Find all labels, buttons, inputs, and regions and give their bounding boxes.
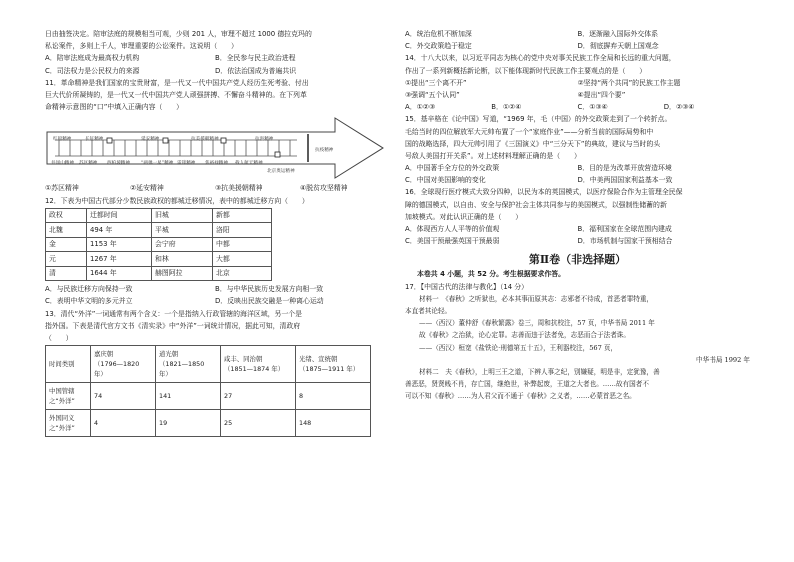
table-header-row bbox=[46, 208, 272, 223]
q10-stem-line-2: 私讼案件，多则上千人，审理重要的公讼案件。这说明（ ） bbox=[45, 42, 238, 51]
material-1-source-3: 中华书局 1992 年 bbox=[696, 355, 750, 364]
arrow-label-bottom-6: 焦裕禄精神 bbox=[205, 161, 228, 167]
arrow-label-bottom-4: “两弹一星”精神 bbox=[141, 161, 174, 167]
q11-stem-line-3: 命精神示意图的“口”中填入正确内容（ ） bbox=[45, 103, 184, 112]
table-cell: 赫图阿拉 bbox=[152, 266, 213, 281]
q15-stem-line-3: 国的战略选择，四大元帅引用了《三国演义》中“三分天下”的典故，建议与当时的头 bbox=[405, 139, 661, 148]
table-cell: 494 年 bbox=[87, 223, 152, 238]
arrow-label-bottom-7: 载人航天精神 bbox=[235, 161, 263, 167]
q13-options-row-2 bbox=[405, 40, 750, 52]
q13-options-row-1 bbox=[405, 28, 750, 40]
table-cell: 北魏 bbox=[46, 223, 87, 238]
arrow-label-top-3: 延安精神 bbox=[141, 137, 160, 143]
q16-option-c[interactable]: C．美国干预最强英国干预最弱 bbox=[405, 237, 500, 246]
q11-option-4[interactable]: ④脱贫攻坚精神 bbox=[300, 184, 348, 193]
q16-option-a[interactable]: A．体现西方人人平等的价值观 bbox=[405, 225, 500, 233]
table-cell: 1644 年 bbox=[87, 266, 152, 281]
arrow-label-bottom-5: 雷锋精神 bbox=[177, 161, 196, 167]
left-column bbox=[45, 28, 385, 439]
arrow-label-top-2: 长征精神 bbox=[85, 137, 104, 143]
table-cell: 咸丰、同治朝 （1851—1874 年） bbox=[221, 346, 296, 383]
q12-capital-table bbox=[45, 208, 272, 282]
q11-options bbox=[45, 182, 385, 194]
material-2-line-3: 可以不知《春秋》……为人君父而不通于《春秋》之义者，……必蒙首恶之名。 bbox=[405, 392, 636, 401]
table-cell: 中国管辖 之“外洋” bbox=[46, 383, 91, 410]
q14-item-2: ②坚持“两个共同”的民族工作主题 bbox=[577, 78, 681, 87]
table-cell: 时间类别 bbox=[46, 346, 91, 383]
table-cell: 大都 bbox=[213, 252, 272, 267]
material-1-source-1: ——（西汉）董仲舒《春秋繁露》卷三，周和抗校注，57 页，中华书局 2011 年 bbox=[419, 319, 655, 328]
q12-option-c[interactable]: C．表明中华文明的多元并立 bbox=[45, 297, 133, 306]
table-cell: 平城 bbox=[152, 223, 213, 238]
table-cell: 嘉庆朝 （1796—1820 年） bbox=[91, 346, 156, 383]
table-cell: 清 bbox=[46, 266, 87, 281]
q10-stem-line-1: 日由抽签决定。陪审法庭的规模相当可观，少则 201 人，审理不超过 1000 德拉克玛的 bbox=[45, 30, 312, 38]
q12-options-row-1 bbox=[45, 283, 385, 295]
table-cell: 1267 年 bbox=[87, 252, 152, 267]
q11-option-3[interactable]: ③抗美援朝精神 bbox=[215, 184, 263, 193]
table-cell: 光绪、宣统朝 （1875—1911 年） bbox=[296, 346, 371, 383]
q15-options-row-2 bbox=[405, 174, 750, 186]
table-cell: 外国同义 之“外洋” bbox=[46, 410, 91, 437]
table-cell: 洛阳 bbox=[213, 223, 272, 238]
q13-option-c[interactable]: C．外交政策趋于稳定 bbox=[405, 42, 472, 51]
q12-option-d[interactable]: D．反映出民族交融是一种离心运动 bbox=[215, 297, 324, 306]
table-cell: 25 bbox=[221, 410, 296, 437]
table-cell: 中都 bbox=[213, 237, 272, 252]
table-cell: 和林 bbox=[152, 252, 213, 267]
material-1-line-2: 本直者其论轻。 bbox=[405, 306, 452, 315]
q11-stem-line-1: 11．革命精神是我们国家的宝贵财富，是一代又一代中国共产党人经历生死考验、付出 bbox=[45, 78, 309, 87]
table-header-row bbox=[46, 346, 371, 383]
table-cell: 19 bbox=[156, 410, 221, 437]
arrow-label-bottom-1: 井冈山精神 bbox=[51, 161, 74, 167]
q14-option-c[interactable]: C．①③④ bbox=[577, 103, 608, 112]
table-cell: 141 bbox=[156, 383, 221, 410]
material-2-line-1: 材料二 夫《春秋》，上明三王之道，下辨人事之纪，别嫌疑，明是非，定犹豫，善 bbox=[419, 367, 660, 376]
q15-option-d[interactable]: D．中美两国国家利益基本一致 bbox=[577, 176, 673, 185]
q16-stem-line-1: 16．全球现行医疗模式大致分四种，以民为本的英国模式，以医疗保险合作为主管理全民保 bbox=[405, 188, 683, 197]
q13-waiyang-table bbox=[45, 345, 371, 437]
section-ii-title: 第Ⅱ卷（非选择题） bbox=[528, 253, 627, 267]
q13-stem-line-2: 指外国。下表是清代官方文书《清实录》中“外洋”一词统计情况，据此可知，清政府 bbox=[45, 321, 301, 330]
q15-options-row-1 bbox=[405, 162, 750, 174]
q10-options-row-1 bbox=[45, 52, 385, 64]
table-cell: 金 bbox=[46, 237, 87, 252]
q14-options bbox=[405, 101, 750, 113]
right-column bbox=[405, 28, 750, 402]
q11-option-1[interactable]: ①苏区精神 bbox=[45, 184, 79, 193]
q13-option-a[interactable]: A．统治危机不断加深 bbox=[405, 30, 472, 38]
q13-stem-line-3: （ ） bbox=[45, 333, 73, 342]
q14-option-d[interactable]: D．②③④ bbox=[663, 103, 695, 112]
table-row bbox=[46, 410, 371, 437]
q13-option-d[interactable]: D．彻底摒弃天朝上国观念 bbox=[577, 42, 659, 51]
material-1-source-2: ——（西汉）桓宽《盐铁论·刑德第五十五》，王利器校注，567 页， bbox=[419, 343, 618, 352]
arrow-label-bottom-9: 抗疫精神 bbox=[315, 148, 334, 154]
q13-option-b[interactable]: B．逐渐融入国际外交体系 bbox=[577, 30, 659, 38]
q16-option-b[interactable]: B．福利国家在全球范围内建成 bbox=[577, 225, 672, 233]
table-cell: 会宁府 bbox=[152, 237, 213, 252]
timeline-arrow-graphic bbox=[45, 116, 385, 180]
q16-options-row-2 bbox=[405, 235, 750, 247]
q10-option-a[interactable]: A．陪审法庭成为最高权力机构 bbox=[45, 54, 140, 63]
q14-option-b[interactable]: B．①②④ bbox=[491, 103, 522, 112]
q11-stem-line-2: 巨大代价所凝铸的，是一代又一代中国共产党人顽强拼搏、不懈奋斗精神的。在下列革 bbox=[45, 90, 307, 99]
arrow-label-bottom-2: 苏区精神 bbox=[79, 161, 98, 167]
q14-item-1: ①提出“三个离不开” bbox=[405, 78, 467, 87]
q15-stem-line-1: 15．基辛格在《论中国》写道，“1969 年，毛（中国）的外交政策走到了一个转折点。 bbox=[405, 115, 672, 124]
table-cell: 新都 bbox=[213, 208, 272, 223]
q14-item-3: ③强调“五个认同” bbox=[405, 90, 460, 99]
table-row bbox=[46, 252, 272, 267]
section-ii-note: 本卷共 4 小题，共 52 分。考生根据要求作答。 bbox=[417, 270, 566, 279]
table-row bbox=[46, 237, 272, 252]
material-1-line-1: 材料一 《春秋》之听狱也，必本其事而原其志：志邪者不待成，首恶者罪特重， bbox=[419, 294, 654, 303]
q16-stem-line-3: 加坡模式。对此认识正确的是（ ） bbox=[405, 212, 523, 221]
material-1-quote-2: 故《春秋》之治狱，论心定罪。志善而违于法者免，志恶而合于法者诛。 bbox=[419, 331, 630, 340]
q14-stem-line-1: 14．十八大以来，以习近平同志为核心的党中央对事关民族工作全局和长远的重大问题， bbox=[405, 54, 676, 63]
arrow-label-bottom-3: 西柏坡精神 bbox=[107, 161, 130, 167]
table-cell: 1153 年 bbox=[87, 237, 152, 252]
arrow-label-top-5: 抗洪精神 bbox=[255, 137, 274, 143]
q12-stem: 12．下表为中国古代部分少数民族政权的都城迁移情况，表中的都城迁移方向（ ） bbox=[45, 196, 309, 205]
q16-options-row-1 bbox=[405, 223, 750, 235]
table-cell: 旧城 bbox=[152, 208, 213, 223]
table-cell: 北京 bbox=[213, 266, 272, 281]
revolution-spirit-diagram bbox=[45, 116, 385, 180]
q14-items-row-2 bbox=[405, 89, 750, 101]
table-cell: 74 bbox=[91, 383, 156, 410]
q17-title: 17．【中国古代的法律与教化】（14 分） bbox=[405, 282, 529, 291]
q10-options-row-2 bbox=[45, 65, 385, 77]
q12-option-a[interactable]: A．与民族迁移方向保持一致 bbox=[45, 285, 133, 294]
q15-option-a[interactable]: A．中国著手全方位的外交政策 bbox=[405, 164, 500, 173]
q14-stem-line-2: 作出了一系列新概括新论断，以下能体现新时代民族工作主要观点的是（ ） bbox=[405, 66, 647, 75]
q14-option-a[interactable]: A．①②③ bbox=[405, 103, 436, 112]
material-2-line-2: 善恶恶，贤贤贱不肖，存亡国，继绝世，补弊起废，王道之大者也。……故有国者不 bbox=[405, 380, 649, 389]
q16-stem-line-2: 障的德国模式，以自由、安全与保护社会主体共同参与的美国模式，以强制性储蓄的新 bbox=[405, 200, 667, 209]
table-cell: 148 bbox=[296, 410, 371, 437]
q15-option-c[interactable]: C．中国对美国影响的变化 bbox=[405, 176, 486, 185]
table-row bbox=[46, 223, 272, 238]
table-cell: 政权 bbox=[46, 208, 87, 223]
q15-option-b[interactable]: B．目的是为改革开放营造环境 bbox=[577, 164, 672, 173]
table-cell: 27 bbox=[221, 383, 296, 410]
arrow-label-top-4: 抗美援朝精神 bbox=[191, 137, 219, 143]
q10-option-d[interactable]: D．依法治国成为普遍共识 bbox=[215, 66, 297, 75]
table-row bbox=[46, 266, 272, 281]
table-cell: 4 bbox=[91, 410, 156, 437]
arrow-label-top-1: 红船精神 bbox=[53, 137, 72, 143]
arrow-label-bottom-8: 北京奥运精神 bbox=[267, 169, 295, 175]
table-cell: 8 bbox=[296, 383, 371, 410]
table-row bbox=[46, 383, 371, 410]
q10-option-c[interactable]: C．司法权力是公民权力的来源 bbox=[45, 66, 140, 75]
q12-options-row-2 bbox=[45, 295, 385, 307]
q12-option-b[interactable]: B．与中华民族历史发展方向相一致 bbox=[215, 285, 324, 294]
table-cell: 迁都时间 bbox=[87, 208, 152, 223]
q15-stem-line-4: 号敌人美国打开关系”。对上述材料理解正确的是（ ） bbox=[405, 151, 581, 160]
q15-stem-line-2: 毛给当时的四位解放军大元帅布置了一个“家庭作业”——分析当前的国际局势和中 bbox=[405, 127, 654, 136]
q10-option-b[interactable]: B．全民参与民主政治进程 bbox=[215, 54, 296, 63]
table-cell: 道光朝 （1821—1850 年） bbox=[156, 346, 221, 383]
q11-option-2[interactable]: ②延安精神 bbox=[130, 184, 164, 193]
table-cell: 元 bbox=[46, 252, 87, 267]
q13-stem-line-1: 13．清代“外洋”一词通常有两个含义：一个是指纳入行政管辖的海洋区域，另一个是 bbox=[45, 309, 303, 318]
q14-items-row-1 bbox=[405, 77, 750, 89]
q14-item-4: ④提出“四个要” bbox=[577, 90, 626, 99]
q16-option-d[interactable]: D．市场机制与国家干预相结合 bbox=[577, 237, 673, 246]
